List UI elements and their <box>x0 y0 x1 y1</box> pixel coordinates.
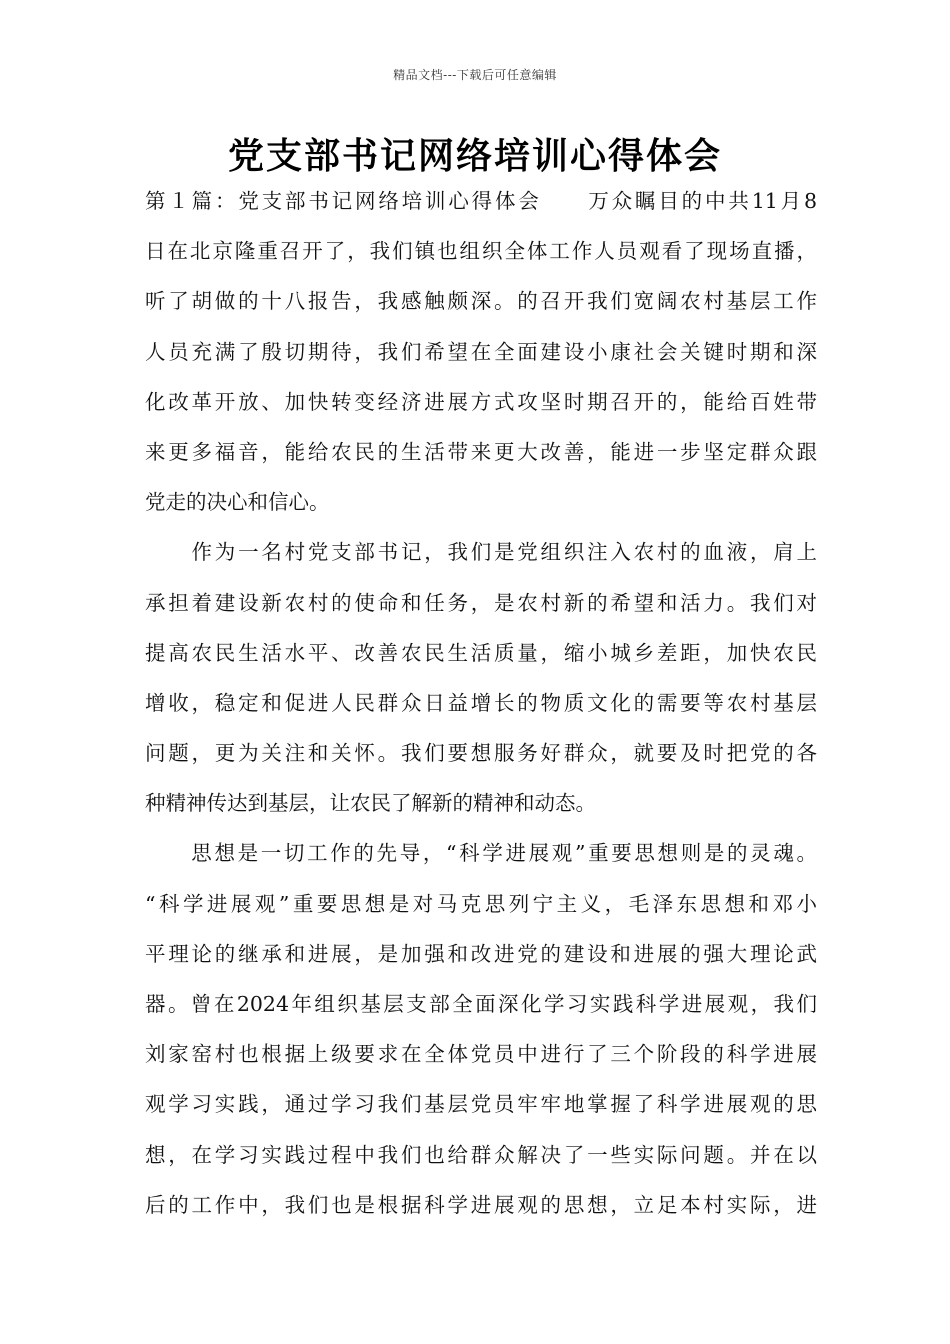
page-header: 精品文档---下载后可任意编辑 <box>393 68 557 82</box>
document-body <box>145 182 817 1236</box>
text-line: 承担着建设新农村的使命和任务，是农村新的希望和活力。我们对 <box>145 590 817 615</box>
text-line: 提高农民生活水平、改善农民生活质量，缩小城乡差距，加快农民 <box>145 640 817 665</box>
text-line: 种精神传达到基层，让农民了解新的精神和动态。 <box>145 791 596 816</box>
text-line: 平理论的继承和进展，是加强和改进党的建设和进展的强大理论武 <box>145 941 817 966</box>
text-line: 刘家窑村也根据上级要求在全体党员中进行了三个阶段的科学进展 <box>145 1042 817 1067</box>
text-line: 人员充满了殷切期待，我们希望在全面建设小康社会关键时期和深 <box>145 339 817 364</box>
text-line: 器。曾在2024年组织基层支部全面深化学习实践科学进展观，我们 <box>145 992 817 1016</box>
text-line: 想，在学习实践过程中我们也给群众解决了一些实际问题。并在以 <box>145 1142 817 1167</box>
text-line: 作为一名村党支部书记，我们是党组织注入农村的血液，肩上 <box>145 540 817 565</box>
text-line: 来更多福音，能给农民的生活带来更大改善，能进一步坚定群众跟 <box>145 439 817 464</box>
text-line: 观学习实践，通过学习我们基层党员牢牢地掌握了科学进展观的思 <box>145 1092 817 1117</box>
text-line: 后的工作中，我们也是根据科学进展观的思想，立足本村实际，进 <box>145 1192 817 1217</box>
document-title: 党支部书记网络培训心得体会 <box>227 136 722 177</box>
text-line: 党走的决心和信心。 <box>145 490 330 515</box>
text-line: 第１篇：党支部书记网络培训心得体会 万众瞩目的中共11月8 <box>145 189 817 213</box>
text-line: 听了胡做的十八报告，我感触颇深。的召开我们宽阔农村基层工作 <box>145 289 817 314</box>
text-line: 问题，更为关注和关怀。我们要想服务好群众，就要及时把党的各 <box>145 741 817 766</box>
text-line: 日在北京隆重召开了，我们镇也组织全体工作人员观看了现场直播， <box>145 239 817 264</box>
text-line: “科学进展观”重要思想是对马克思列宁主义，毛泽东思想和邓小 <box>145 891 817 916</box>
text-line: 思想是一切工作的先导，“科学进展观”重要思想则是的灵魂。 <box>145 841 817 866</box>
text-line: 增收，稳定和促进人民群众日益增长的物质文化的需要等农村基层 <box>145 690 817 715</box>
text-line: 化改革开放、加快转变经济进展方式攻坚时期召开的，能给百姓带 <box>145 389 817 414</box>
